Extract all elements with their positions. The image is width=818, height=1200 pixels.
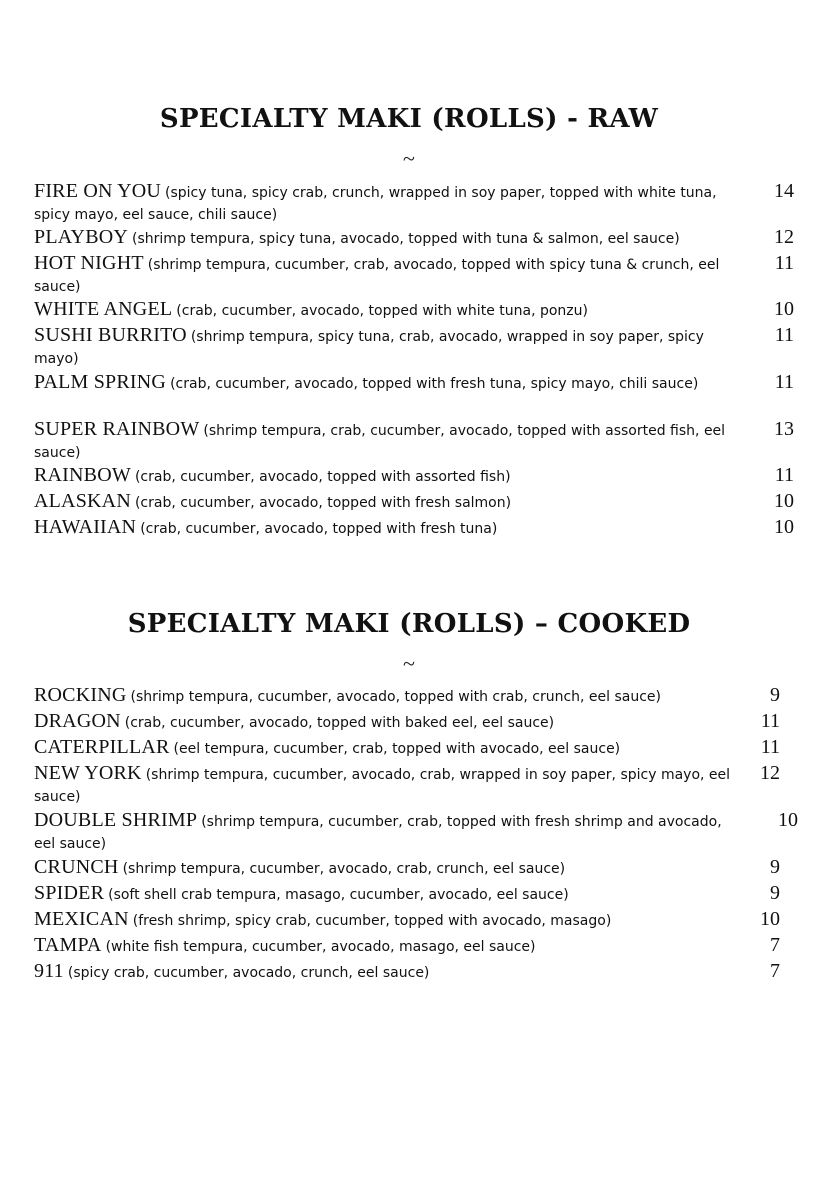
item-price: 11 [774, 464, 794, 486]
item-price: 7 [770, 934, 780, 956]
item-name: DRAGON [34, 710, 121, 732]
item-description: (shrimp tempura, cucumber, avocado, topped with crab, crunch, eel sauce) [130, 689, 661, 705]
item-name: PALM SPRING [34, 371, 167, 393]
item-name: HAWAIIAN [34, 516, 137, 538]
cooked-divider: ~ [403, 651, 415, 676]
menu-item-playboy [34, 226, 734, 250]
item-name: CATERPILLAR [34, 736, 170, 758]
item-name: SPIDER [34, 882, 105, 904]
raw-section-title: SPECIALTY MAKI (ROLLS) - RAW [159, 104, 659, 134]
item-price: 9 [770, 882, 780, 904]
item-price: 12 [760, 762, 780, 784]
item-description: (crab, cucumber, avocado, topped with fresh tuna) [140, 521, 498, 537]
item-price: 10 [774, 490, 794, 512]
item-name: ALASKAN [34, 490, 131, 512]
item-name: PLAYBOY [34, 226, 129, 248]
item-description: (shrimp tempura, cucumber, crab, topped with fresh shrimp and avocado, eel sauce) [34, 814, 722, 852]
item-name: 911 [34, 960, 64, 982]
item-description: (shrimp tempura, cucumber, avocado, crab, wrapped in soy paper, spicy mayo, eel sauce) [34, 767, 731, 805]
menu-item-mexican [34, 908, 734, 932]
item-price: 11 [760, 710, 780, 732]
item-description: (shrimp tempura, cucumber, avocado, crab, crunch, eel sauce) [122, 861, 566, 877]
menu-item-sushi-burrito [34, 324, 734, 370]
item-price: 10 [778, 809, 798, 831]
menu-item-alaskan [34, 490, 734, 514]
item-name: CRUNCH [34, 856, 119, 878]
item-price: 7 [770, 960, 780, 982]
menu-item-hawaiian [34, 516, 734, 540]
item-description: (eel tempura, cucumber, crab, topped with avocado, eel sauce) [173, 741, 621, 757]
item-description: (fresh shrimp, spicy crab, cucumber, topped with avocado, masago) [132, 913, 612, 929]
item-name: WHITE ANGEL [34, 298, 173, 320]
menu-item-caterpillar [34, 736, 734, 760]
menu-item-white-angel [34, 298, 734, 322]
menu-item-super-rainbow [34, 418, 734, 464]
item-description: (shrimp tempura, cucumber, crab, avocado, topped with spicy tuna & crunch, eel sauce) [34, 257, 720, 295]
item-price: 10 [760, 908, 780, 930]
menu-item-spider [34, 882, 734, 906]
raw-divider: ~ [403, 146, 415, 171]
item-price: 9 [770, 684, 780, 706]
item-price: 11 [774, 371, 794, 393]
menu-item-double-shrimp [34, 809, 734, 855]
item-name: DOUBLE SHRIMP [34, 809, 198, 831]
menu-item-911 [34, 960, 734, 984]
menu-item-rocking [34, 684, 734, 708]
menu-item-crunch [34, 856, 734, 880]
menu-item-dragon [34, 710, 734, 734]
item-name: NEW YORK [34, 762, 142, 784]
menu-item-rainbow [34, 464, 734, 488]
item-description: (shrimp tempura, spicy tuna, avocado, topped with tuna & salmon, eel sauce) [132, 231, 680, 247]
item-description: (crab, cucumber, avocado, topped with assorted fish) [134, 469, 511, 485]
item-name: FIRE ON YOU [34, 180, 162, 202]
item-price: 14 [774, 180, 794, 202]
menu-item-new-york [34, 762, 734, 808]
menu-item-tampa [34, 934, 734, 958]
item-description: (shrimp tempura, crab, cucumber, avocado, topped with assorted fish, eel sauce) [34, 423, 726, 461]
item-description: (crab, cucumber, avocado, topped with white tuna, ponzu) [176, 303, 588, 319]
item-name: MEXICAN [34, 908, 129, 930]
item-name: HOT NIGHT [34, 252, 144, 274]
item-description: (crab, cucumber, avocado, topped with fresh tuna, spicy mayo, chili sauce) [170, 376, 699, 392]
item-name: SUPER RAINBOW [34, 418, 200, 440]
item-name: ROCKING [34, 684, 127, 706]
item-description: (shrimp tempura, spicy tuna, crab, avocado, wrapped in soy paper, spicy mayo) [34, 329, 704, 367]
menu-item-fire-on-you [34, 180, 734, 226]
item-price: 11 [760, 736, 780, 758]
item-description: (crab, cucumber, avocado, topped with fresh salmon) [134, 495, 512, 511]
item-price: 9 [770, 856, 780, 878]
cooked-section-title: SPECIALTY MAKI (ROLLS) – COOKED [127, 609, 691, 639]
item-description: (white fish tempura, cucumber, avocado, masago, eel sauce) [105, 939, 536, 955]
item-description: (spicy crab, cucumber, avocado, crunch, eel sauce) [67, 965, 430, 981]
item-name: RAINBOW [34, 464, 131, 486]
item-price: 13 [774, 418, 794, 440]
menu-item-palm-spring [34, 371, 734, 395]
item-name: TAMPA [34, 934, 102, 956]
item-price: 12 [774, 226, 794, 248]
item-price: 10 [774, 298, 794, 320]
item-price: 11 [774, 252, 794, 274]
item-name: SUSHI BURRITO [34, 324, 187, 346]
item-description: (soft shell crab tempura, masago, cucumber, avocado, eel sauce) [108, 887, 569, 903]
item-price: 10 [774, 516, 794, 538]
item-price: 11 [774, 324, 794, 346]
menu-item-hot-night [34, 252, 734, 298]
item-description: (crab, cucumber, avocado, topped with baked eel, eel sauce) [124, 715, 555, 731]
item-description: (spicy tuna, spicy crab, crunch, wrapped in soy paper, topped with white tuna, spicy mayo, eel sauce, chili sauce) [34, 185, 717, 223]
